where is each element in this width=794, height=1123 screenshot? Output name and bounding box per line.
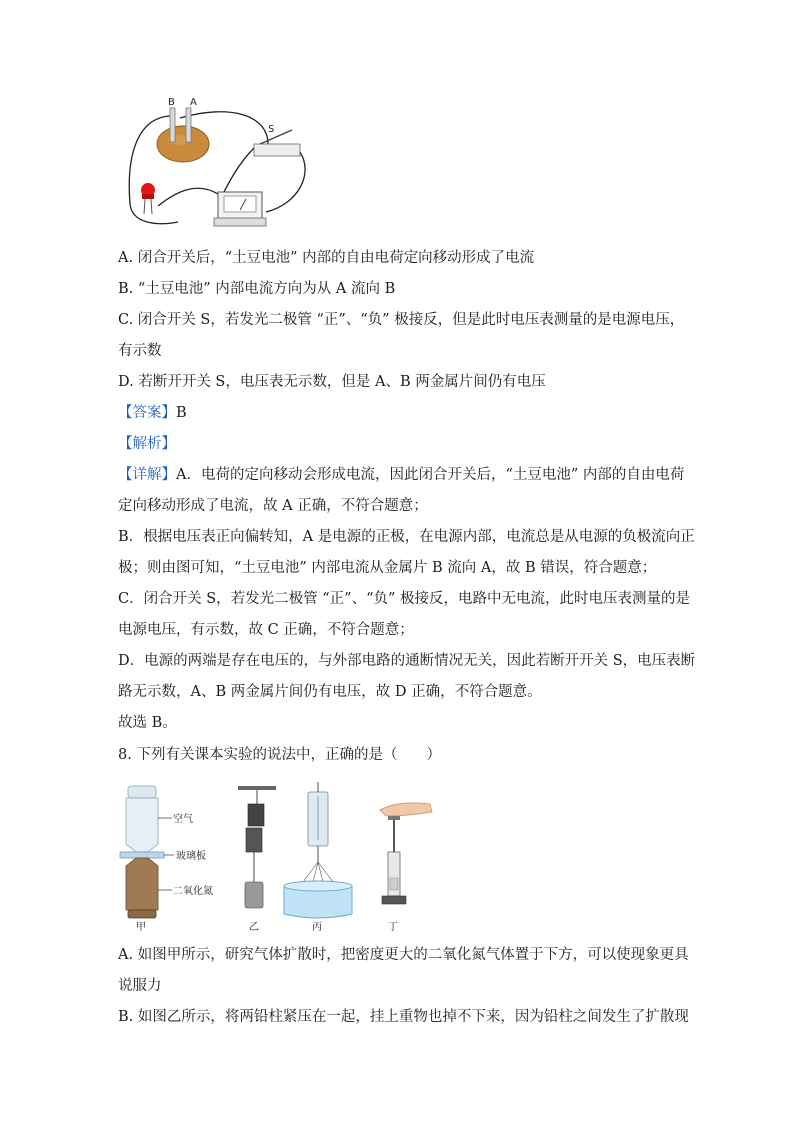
- label-no2: 二氧化氮: [173, 886, 213, 897]
- analysis-tag: 【解析】: [118, 436, 176, 452]
- q8-option-b: B. 如图乙所示，将两铅柱紧压在一起，挂上重物也掉不下来，因为铅柱之间发生了扩散现: [118, 1009, 689, 1025]
- answer-value: B: [176, 405, 187, 421]
- label-glass-plate: 玻璃板: [176, 851, 206, 862]
- label-air: 空气: [173, 814, 193, 825]
- detail-d-line1: D．电源的两端是存在电压的，与外部电路的通断情况无关，因此若断开开关 S，电压表断: [118, 653, 696, 669]
- q7-option-c-line1: C. 闭合开关 S，若发光二极管 “正”、“负” 极接反，但是此时电压表测量的是电源电压，: [118, 312, 685, 328]
- plate-b-label: B: [168, 97, 175, 108]
- caption-bing: 丙: [312, 922, 322, 933]
- q7-option-c-line2: 有示数: [118, 343, 162, 359]
- potato-battery-circuit-figure: [118, 94, 318, 236]
- q7-option-b: B. “土豆电池” 内部电流方向为从 A 流向 B: [118, 281, 396, 297]
- detail-tag: 【详解】: [118, 467, 176, 483]
- q7-option-d: D. 若断开开关 S，电压表无示数，但是 A、B 两金属片间仍有电压: [118, 374, 546, 390]
- caption-yi: 乙: [249, 922, 259, 933]
- switch-s-label: S: [268, 124, 275, 135]
- q8-experiments-figure: [118, 782, 448, 934]
- answer-line: [118, 403, 187, 423]
- q7-option-a: A. 闭合开关后，“土豆电池” 内部的自由电荷定向移动形成了电流: [118, 250, 535, 266]
- caption-ding: 丁: [388, 922, 398, 933]
- detail-a-text1: A．电荷的定向移动会形成电流，因此闭合开关后，“土豆电池” 内部的自由电荷: [176, 467, 685, 483]
- detail-d-line2: 路无示数，A、B 两金属片间仍有电压，故 D 正确，不符合题意。: [118, 684, 542, 700]
- q8-option-a-line1: A. 如图甲所示，研究气体扩散时，把密度更大的二氧化氮气体置于下方，可以使现象更具: [118, 947, 689, 963]
- answer-tag: 【答案】: [118, 405, 176, 421]
- q8-stem: 8. 下列有关课本实验的说法中，正确的是（ ）: [118, 747, 441, 763]
- detail-b-line2: 极；则由图可知，“土豆电池” 内部电流从金属片 B 流向 A，故 B 错误，符合题意；: [118, 560, 657, 576]
- detail-a-line2: 定向移动形成了电流，故 A 正确，不符合题意；: [118, 498, 428, 514]
- q8-option-a-line2: 说服力: [118, 978, 162, 994]
- detail-b-line1: B．根据电压表正向偏转知，A 是电源的正极，在电源内部，电流总是从电源的负极流向正: [118, 529, 695, 545]
- conclusion: 故选 B。: [118, 715, 177, 731]
- detail-a-line1: [118, 465, 684, 485]
- caption-jia: 甲: [136, 922, 146, 933]
- detail-c-line1: C．闭合开关 S，若发光二极管 “正”、“负” 极接反，电路中无电流，此时电压表测量的是: [118, 591, 691, 607]
- plate-a-label: A: [190, 97, 197, 108]
- detail-c-line2: 电源电压，有示数，故 C 正确，不符合题意；: [118, 622, 414, 638]
